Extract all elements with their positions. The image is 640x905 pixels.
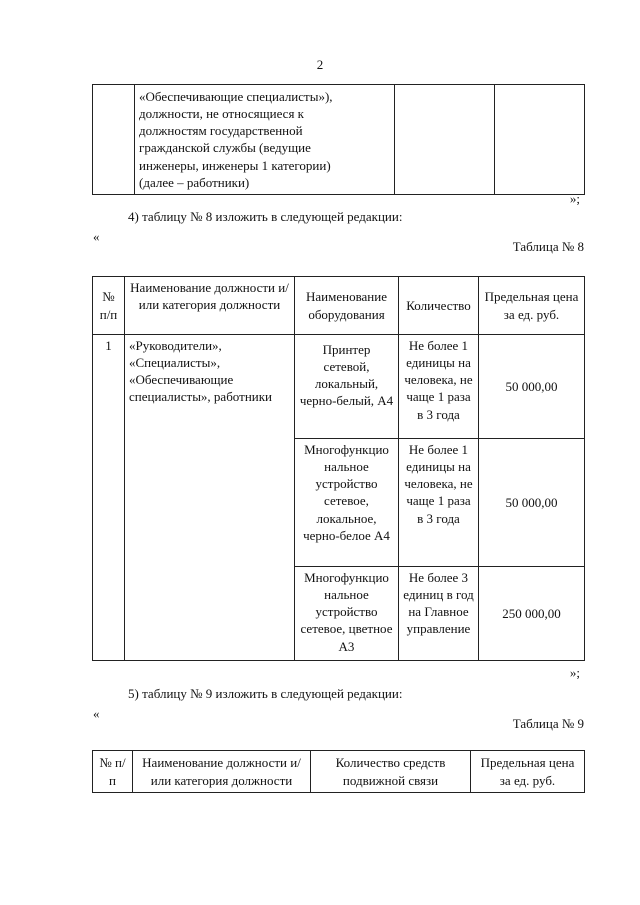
header-num: № п/п [93, 751, 133, 793]
top-text-line: (далее – работники) [139, 174, 250, 190]
top-text-line: должностям государственной [139, 123, 303, 139]
item-5-text: 5) таблицу № 9 изложить в следующей редакции: [128, 686, 403, 701]
header-devices: Количество средств подвижной связи [311, 751, 471, 793]
table-8-title: Таблица № 8 [512, 239, 584, 254]
page-number: 2 [316, 57, 324, 72]
open-quote: « [93, 229, 100, 244]
table-8 [92, 276, 585, 661]
header-equipment: Наименование оборудования [295, 277, 399, 335]
closing-quote: »; [569, 191, 580, 206]
quantity-cell: Не более 1 единицы на человека, не чаще 1 раза в 3 года [399, 439, 479, 567]
quantity-cell: Не более 3 единиц в год на Главное управление [399, 567, 479, 661]
price-cell: 50 000,00 [479, 335, 585, 439]
header-quantity: Количество [399, 277, 479, 335]
price-cell: 250 000,00 [479, 567, 585, 661]
quantity-cell: Не более 1 единицы на человека, не чаще 1 раза в 3 года [399, 335, 479, 439]
price-cell: 50 000,00 [479, 439, 585, 567]
top-table [92, 84, 585, 195]
equipment-cell: Принтер сетевой, локальный, черно-белый, А4 [295, 335, 399, 439]
top-text-line: гражданской службы (ведущие [139, 140, 311, 156]
equipment-cell: Многофункцио нальное устройство сетевое, локальное, черно-белое А4 [295, 439, 399, 567]
top-table-empty-cell [495, 85, 585, 195]
closing-quote: »; [569, 665, 580, 680]
header-price: Предельная цена за ед. руб. [471, 751, 585, 793]
header-price: Предельная цена за ед. руб. [479, 277, 585, 335]
header-num: № п/п [93, 277, 125, 335]
top-text-line: «Обеспечивающие специалисты»), [139, 89, 333, 104]
top-text-line: должности, не относящиеся к [139, 106, 304, 122]
header-position: Наименование должности и/ или категория должности [125, 277, 295, 335]
header-position: Наименование должности и/или категория должности [133, 751, 311, 793]
row-number: 1 [93, 335, 125, 661]
equipment-cell: Многофункцио нальное устройство сетевое, цветное А3 [295, 567, 399, 661]
top-table-empty-cell [395, 85, 495, 195]
table-9 [92, 750, 585, 793]
position-cell: «Руководители», «Специалисты», «Обеспечивающие специалисты», работники [125, 335, 295, 661]
top-table-text-cell [135, 85, 395, 195]
open-quote: « [93, 706, 100, 721]
top-table-num-cell [93, 85, 135, 195]
table-9-title: Таблица № 9 [512, 716, 584, 731]
item-4-text: 4) таблицу № 8 изложить в следующей редакции: [128, 209, 403, 224]
top-text-line: инженеры, инженеры 1 категории) [139, 157, 331, 173]
